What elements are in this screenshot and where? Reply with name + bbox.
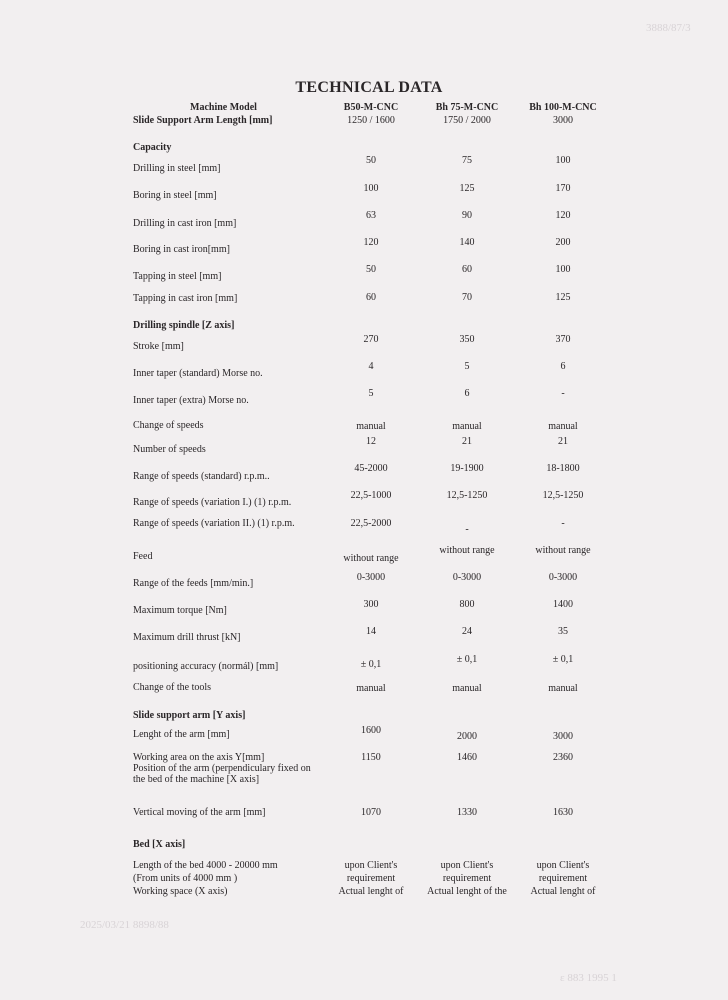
- section-heading-arm: Slide support arm [Y axis]: [133, 710, 246, 721]
- row-label: positioning accuracy (normál) [mm]: [133, 661, 279, 672]
- bleed-through-text-bottom: 2025/03/21 8898/88: [80, 919, 169, 931]
- cell-value: 100: [555, 155, 571, 166]
- cell-value: Actual lenght of: [530, 886, 596, 897]
- cell-value: manual: [548, 683, 578, 694]
- cell-value: 370: [555, 334, 571, 345]
- cell-value: -: [561, 388, 565, 399]
- cell-value: 3000: [553, 731, 573, 742]
- row-label: Tapping in steel [mm]: [133, 271, 222, 282]
- cell-value: 1070: [361, 807, 381, 818]
- cell-value: 60: [462, 264, 472, 275]
- cell-value: 21: [558, 436, 568, 447]
- cell-value: without range: [535, 545, 591, 556]
- cell-value: Actual lenght of the: [427, 886, 507, 897]
- cell-value: requirement: [538, 873, 588, 884]
- cell-value: 1600: [361, 725, 381, 736]
- cell-value: ± 0,1: [552, 654, 574, 665]
- cell-value: 1400: [553, 599, 573, 610]
- row-label: Range of speeds (variation II.) (1) r.p.m.: [133, 518, 295, 529]
- row-label: Lenght of the arm [mm]: [133, 729, 230, 740]
- cell-value: 1330: [457, 807, 477, 818]
- section-heading-bed: Bed [X axis]: [133, 839, 186, 850]
- row-label: Drilling in cast iron [mm]: [133, 218, 237, 229]
- cell-value: 100: [555, 264, 571, 275]
- arm-length-value: 1750 / 2000: [443, 115, 491, 126]
- cell-value: manual: [356, 683, 386, 694]
- cell-value: 1460: [457, 752, 477, 763]
- row-label: Working area on the axis Y[mm]: [133, 752, 265, 763]
- cell-value: 19-1900: [450, 463, 484, 474]
- cell-value: 63: [366, 210, 376, 221]
- cell-value: 60: [366, 292, 376, 303]
- cell-value: 22,5-2000: [350, 518, 392, 529]
- cell-value: 0-3000: [452, 572, 482, 583]
- row-label: Change of speeds: [133, 420, 204, 431]
- row-label: Maximum drill thrust [kN]: [133, 632, 241, 643]
- row-label: Inner taper (standard) Morse no.: [133, 368, 263, 379]
- cell-value: 125: [555, 292, 571, 303]
- cell-value: 21: [462, 436, 472, 447]
- cell-value: requirement: [442, 873, 492, 884]
- cell-value: ± 0,1: [360, 659, 382, 670]
- cell-value: ± 0,1: [456, 654, 478, 665]
- cell-value: 50: [366, 264, 376, 275]
- cell-value: -: [561, 518, 565, 529]
- section-heading-spindle: Drilling spindle [Z axis]: [133, 320, 235, 331]
- row-label: Working space (X axis): [133, 886, 228, 897]
- model-name: Bh 100-M-CNC: [529, 102, 597, 113]
- cell-value: without range: [439, 545, 495, 556]
- machine-model-label: Machine Model: [190, 102, 257, 113]
- cell-value: Actual lenght of: [338, 886, 404, 897]
- cell-value: 50: [366, 155, 376, 166]
- cell-value: upon Client's: [536, 860, 590, 871]
- cell-value: 0-3000: [548, 572, 578, 583]
- arm-length-value: 3000: [553, 115, 573, 126]
- cell-value: upon Client's: [344, 860, 398, 871]
- cell-value: 120: [363, 237, 379, 248]
- cell-value: 6: [464, 388, 470, 399]
- arm-length-value: 1250 / 1600: [347, 115, 395, 126]
- cell-value: 300: [363, 599, 379, 610]
- row-label: Number of speeds: [133, 444, 206, 455]
- cell-value: 12: [366, 436, 376, 447]
- cell-value: 45-2000: [354, 463, 388, 474]
- cell-value: 14: [366, 626, 376, 637]
- row-label: Position of the arm (perpendiculary fixed on the bed of the machine [X axis]: [133, 763, 311, 785]
- cell-value: without range: [343, 553, 399, 564]
- row-label: Range of speeds (standard) r.p.m..: [133, 471, 270, 482]
- cell-value: manual: [356, 421, 386, 432]
- cell-value: 270: [363, 334, 379, 345]
- cell-value: -: [465, 524, 469, 535]
- model-name: Bh 75-M-CNC: [435, 102, 499, 113]
- row-label: Stroke [mm]: [133, 341, 184, 352]
- cell-value: 200: [555, 237, 571, 248]
- cell-value: 170: [555, 183, 571, 194]
- cell-value: 22,5-1000: [350, 490, 392, 501]
- row-label: Inner taper (extra) Morse no.: [133, 395, 249, 406]
- cell-value: 35: [558, 626, 568, 637]
- cell-value: 12,5-1250: [542, 490, 584, 501]
- bleed-through-text-top: 3888/87/3: [646, 22, 691, 34]
- page-title: TECHNICAL DATA: [295, 79, 443, 96]
- cell-value: 75: [462, 155, 472, 166]
- cell-value: 6: [560, 361, 566, 372]
- row-label: Feed: [133, 551, 153, 562]
- section-heading-capacity: Capacity: [133, 142, 172, 153]
- cell-value: 18-1800: [546, 463, 580, 474]
- cell-value: 2360: [553, 752, 573, 763]
- cell-value: upon Client's: [440, 860, 494, 871]
- row-label: Range of the feeds [mm/min.]: [133, 578, 254, 589]
- cell-value: manual: [548, 421, 578, 432]
- arm-length-label: Slide Support Arm Length [mm]: [133, 115, 273, 126]
- row-label: Boring in steel [mm]: [133, 190, 217, 201]
- cell-value: 12,5-1250: [446, 490, 488, 501]
- cell-value: 140: [459, 237, 475, 248]
- cell-value: 24: [462, 626, 472, 637]
- cell-value: 4: [368, 361, 374, 372]
- cell-value: 5: [464, 361, 470, 372]
- model-name: B50-M-CNC: [343, 102, 399, 113]
- row-label: Length of the bed 4000 - 20000 mm: [133, 860, 278, 871]
- cell-value: 100: [363, 183, 379, 194]
- row-label: Maximum torque [Nm]: [133, 605, 227, 616]
- cell-value: requirement: [346, 873, 396, 884]
- cell-value: 5: [368, 388, 374, 399]
- cell-value: 350: [459, 334, 475, 345]
- cell-value: 1150: [361, 752, 381, 763]
- cell-value: 2000: [457, 731, 477, 742]
- cell-value: 70: [462, 292, 472, 303]
- bleed-through-text-bottom-2: ε 883 1995 1: [560, 972, 617, 984]
- cell-value: 0-3000: [356, 572, 386, 583]
- row-label: Change of the tools: [133, 682, 212, 693]
- cell-value: manual: [452, 421, 482, 432]
- cell-value: 90: [462, 210, 472, 221]
- cell-value: manual: [452, 683, 482, 694]
- row-label: Range of speeds (variation I.) (1) r.p.m.: [133, 497, 292, 508]
- cell-value: 800: [459, 599, 475, 610]
- cell-value: 120: [555, 210, 571, 221]
- cell-value: 125: [459, 183, 475, 194]
- row-label: Drilling in steel [mm]: [133, 163, 221, 174]
- row-label: Tapping in cast iron [mm]: [133, 293, 238, 304]
- row-label: (From units of 4000 mm ): [133, 873, 238, 884]
- cell-value: 1630: [553, 807, 573, 818]
- row-label: Vertical moving of the arm [mm]: [133, 807, 266, 818]
- row-label: Boring in cast iron[mm]: [133, 244, 230, 255]
